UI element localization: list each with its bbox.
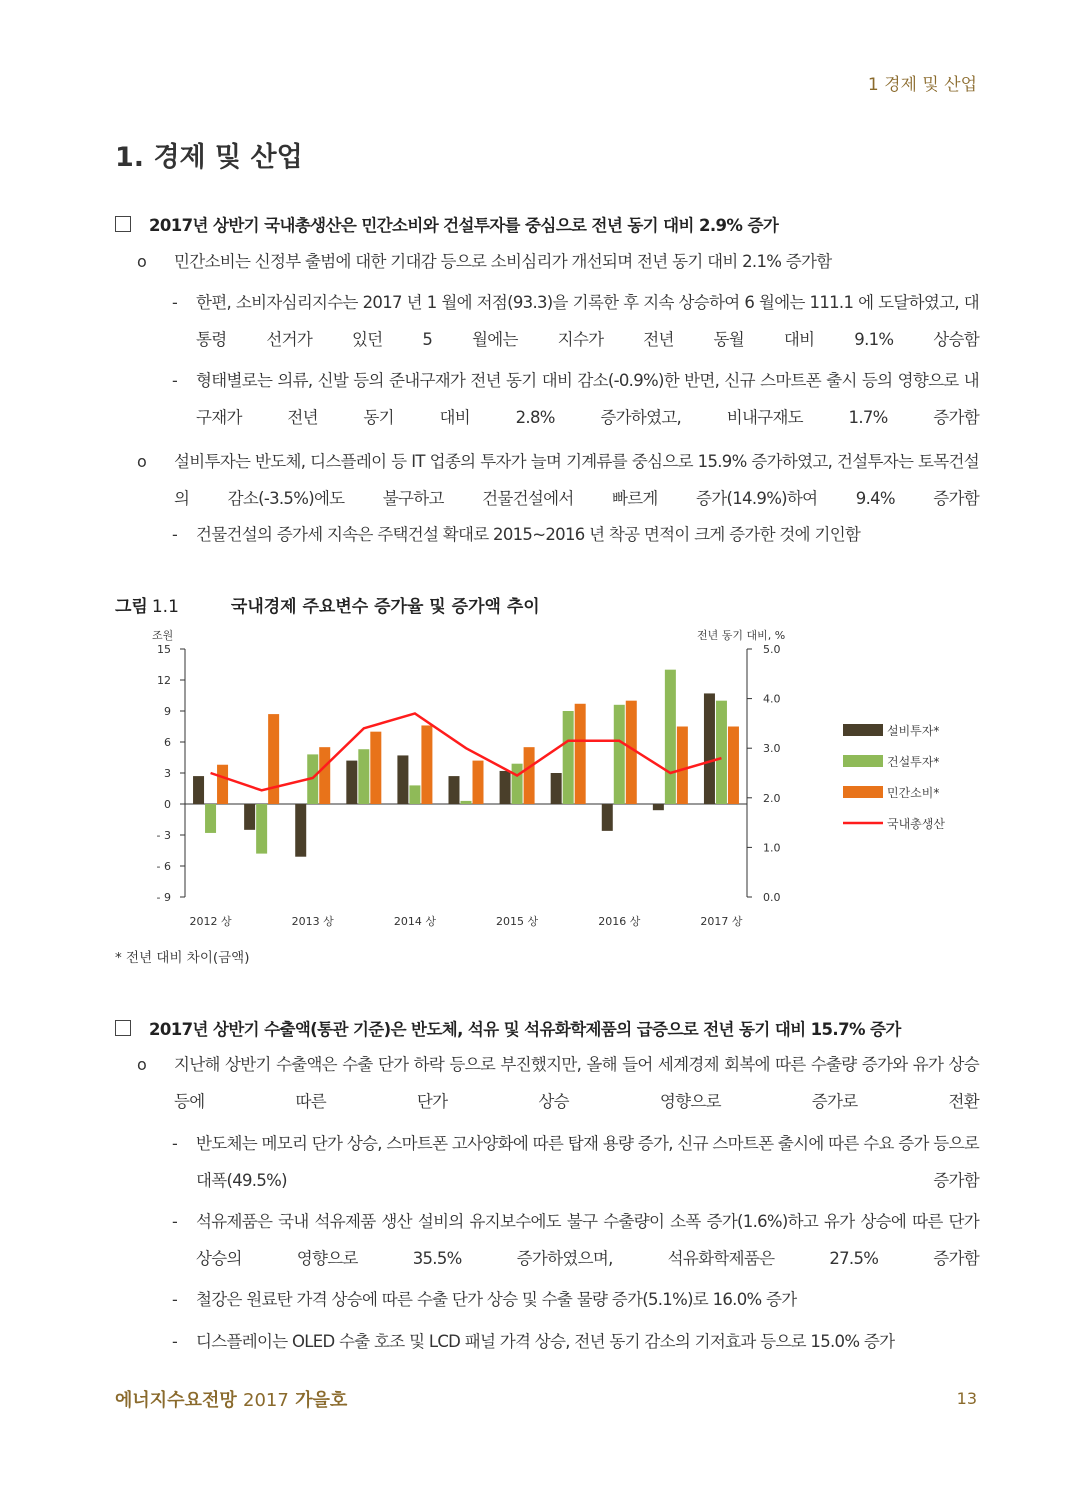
right-axis-tick-label: 1.0 xyxy=(763,841,781,855)
dash-icon: - xyxy=(172,1332,178,1351)
section-heading-text: 2017년 상반기 국내총생산은 민간소비와 건설투자를 중심으로 전년 동기 대비 2.9% 증가 xyxy=(149,216,779,235)
bar-건설투자 xyxy=(716,701,727,804)
bar-설비투자 xyxy=(653,804,664,810)
legend-label: 민간소비* xyxy=(887,786,940,800)
bar-민간소비 xyxy=(473,761,484,804)
dash-icon: - xyxy=(172,525,178,544)
checkbox-square-icon xyxy=(115,1020,131,1036)
bar-건설투자 xyxy=(563,711,574,804)
sub-paragraph: 디스플레이는 OLED 수출 호조 및 LCD 패널 가격 상승, 전년 동기 감소의 기저효과 등으로 15.0% 증가 xyxy=(196,1332,895,1351)
bar-건설투자 xyxy=(461,801,472,804)
x-tick-label: 2015 상 xyxy=(496,915,539,928)
left-axis-tick-label: 9 xyxy=(164,705,171,718)
page-number: 13 xyxy=(956,1389,977,1408)
sub-paragraph: 한편, 소비자심리지수는 2017 년 1 월에 저점(93.3)을 기록한 후 지속 상승하여 6 월에는 111.1 에 도달하였고, 대통령 선거가 있던 5 월에는 지수가 전년 동월 대비 9.1% 상승함 xyxy=(196,293,979,349)
left-axis-tick-label: 0 xyxy=(164,798,171,811)
dash-icon: - xyxy=(172,1290,178,1309)
bar-건설투자 xyxy=(512,764,523,804)
figure-number: 1.1 xyxy=(151,597,179,617)
bar-건설투자 xyxy=(256,804,267,854)
left-axis-tick-label: - 6 xyxy=(156,860,171,873)
bullet-icon: o xyxy=(137,1055,147,1074)
bar-설비투자 xyxy=(449,776,460,804)
legend-swatch-건설투자 xyxy=(843,755,883,767)
figure-label: 그림 xyxy=(115,597,148,617)
left-axis-tick-label: - 9 xyxy=(156,891,171,904)
bar-건설투자 xyxy=(614,705,625,804)
bar-민간소비 xyxy=(268,714,279,804)
running-head: 1 경제 및 산업 xyxy=(867,75,977,95)
bar-건설투자 xyxy=(409,785,420,804)
x-tick-label: 2013 상 xyxy=(291,915,334,928)
bar-민간소비 xyxy=(575,704,586,804)
left-axis-tick-label: 12 xyxy=(157,674,171,687)
footer-publication xyxy=(115,1386,347,1412)
section-heading-text: 2017년 상반기 수출액(통관 기준)은 반도체, 석유 및 석유화학제품의 급증으로 전년 동기 대비 15.7% 증가 xyxy=(149,1020,901,1039)
bar-민간소비 xyxy=(728,727,739,805)
x-tick-label: 2014 상 xyxy=(393,915,436,928)
right-axis-unit: 전년 동기 대비, % xyxy=(697,629,786,642)
bar-민간소비 xyxy=(217,765,228,804)
bar-설비투자 xyxy=(193,776,204,804)
bullet-paragraph: 설비투자는 반도체, 디스플레이 등 IT 업종의 투자가 늘며 기계류를 중심으로 15.9% 증가하였고, 건설투자는 토목건설의 감소(-3.5%)에도 불구하고 건물건설에서 빠르게 증가(14.9%)하여 9.4% 증가함 xyxy=(174,452,979,508)
left-axis-tick-label: 3 xyxy=(164,767,171,780)
right-axis-tick-label: 3.0 xyxy=(763,742,781,756)
bullet-paragraph: 지난해 상반기 수출액은 수출 단가 하락 등으로 부진했지만, 올해 들어 세계경제 회복에 따른 수출량 증가와 유가 상승 등에 따른 단가 상승 영향으로 증가로 전환 xyxy=(174,1055,979,1111)
bar-설비투자 xyxy=(500,771,511,804)
line-국내총생산 xyxy=(211,713,722,790)
section-heading xyxy=(115,1016,901,1040)
chart xyxy=(115,622,995,942)
bar-건설투자 xyxy=(665,670,676,804)
bar-설비투자 xyxy=(397,755,408,804)
dash-icon: - xyxy=(172,293,178,312)
legend-label: 설비투자* xyxy=(887,724,940,738)
legend-swatch-설비투자 xyxy=(843,724,883,736)
bar-설비투자 xyxy=(551,773,562,804)
section-heading xyxy=(115,212,778,236)
x-tick-label: 2016 상 xyxy=(598,915,641,928)
bar-민간소비 xyxy=(677,727,688,805)
bar-민간소비 xyxy=(370,732,381,804)
sub-paragraph: 반도체는 메모리 단가 상승, 스마트폰 고사양화에 따른 탑재 용량 증가, 신규 스마트폰 출시에 따른 수요 증가 등으로 대폭(49.5%) 증가함 xyxy=(196,1134,979,1190)
bar-민간소비 xyxy=(319,747,330,804)
right-axis-tick-label: 4.0 xyxy=(763,692,781,706)
right-axis-tick-label: 0.0 xyxy=(763,891,781,904)
dash-icon: - xyxy=(172,1134,178,1153)
right-axis-tick-label: 5.0 xyxy=(763,643,781,656)
x-tick-label: 2012 상 xyxy=(189,915,232,928)
legend-label: 국내총생산 xyxy=(887,817,945,831)
footer-publication-name: 에너지수요전망 xyxy=(115,1390,237,1411)
checkbox-square-icon xyxy=(115,216,131,232)
bullet-icon: o xyxy=(137,252,147,271)
left-axis-tick-label: 15 xyxy=(157,643,171,656)
figure-note: * 전년 대비 차이(금액) xyxy=(115,950,250,966)
bar-민간소비 xyxy=(524,747,535,804)
legend-label: 건설투자* xyxy=(887,755,940,769)
left-axis-tick-label: - 3 xyxy=(156,829,171,842)
sub-paragraph: 형태별로는 의류, 신발 등의 준내구재가 전년 동기 대비 감소(-0.9%)한 반면, 신규 스마트폰 출시 등의 영향으로 내구재가 전년 동기 대비 2.8% 증가하였고, 비내구재도 1.7% 증가함 xyxy=(196,371,979,427)
bullet-paragraph: 민간소비는 신정부 출범에 대한 기대감 등으로 소비심리가 개선되며 전년 동기 대비 2.1% 증가함 xyxy=(174,252,832,271)
dash-icon: - xyxy=(172,371,178,390)
footer-year: 2017 xyxy=(243,1390,289,1411)
bar-민간소비 xyxy=(626,701,637,804)
bullet-icon: o xyxy=(137,452,147,471)
bar-설비투자 xyxy=(602,804,613,831)
figure-caption xyxy=(115,592,540,617)
bar-설비투자 xyxy=(244,804,255,830)
bar-민간소비 xyxy=(421,725,432,804)
x-tick-label: 2017 상 xyxy=(700,915,743,928)
sub-paragraph: 건물건설의 증가세 지속은 주택건설 확대로 2015~2016 년 착공 면적이 크게 증가한 것에 기인함 xyxy=(196,525,861,544)
footer-issue: 가을호 xyxy=(295,1390,348,1411)
sub-paragraph: 철강은 원료탄 가격 상승에 따른 수출 단가 상승 및 수출 물량 증가(5.1%)로 16.0% 증가 xyxy=(196,1290,797,1309)
dash-icon: - xyxy=(172,1212,178,1231)
legend-swatch-민간소비 xyxy=(843,786,883,798)
bar-건설투자 xyxy=(358,749,369,804)
figure-title: 국내경제 주요변수 증가율 및 증가액 추이 xyxy=(230,597,540,617)
bar-설비투자 xyxy=(704,693,715,804)
page-title: 1. 경제 및 산업 xyxy=(115,142,303,173)
bar-설비투자 xyxy=(295,804,306,857)
sub-paragraph: 석유제품은 국내 석유제품 생산 설비의 유지보수에도 불구 수출량이 소폭 증가(1.6%)하고 유가 상승에 따른 단가 상승의 영향으로 35.5% 증가하였으며, 석유화학제품은 27.5% 증가함 xyxy=(196,1212,979,1268)
right-axis-tick-label: 2.0 xyxy=(763,791,781,805)
left-axis-unit: 조원 xyxy=(152,629,174,642)
left-axis-tick-label: 6 xyxy=(164,736,171,749)
bar-설비투자 xyxy=(346,761,357,804)
bar-건설투자 xyxy=(205,804,216,833)
